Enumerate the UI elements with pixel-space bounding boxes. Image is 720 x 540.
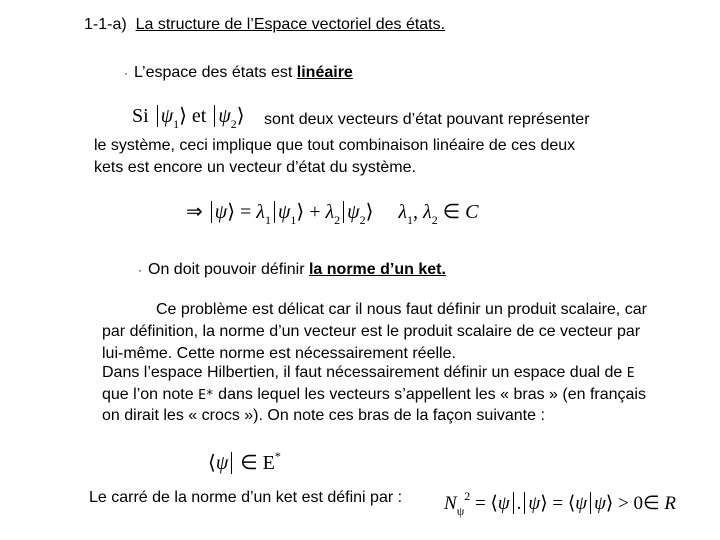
formula-et-word: et <box>191 105 207 127</box>
bra-ket-bar <box>590 492 591 514</box>
psi-symbol: ψ <box>215 452 229 474</box>
bullet-dot-icon: · <box>138 263 142 277</box>
ket-bar-left <box>343 201 344 223</box>
bra-bar-right <box>513 492 514 514</box>
superscript-star: * <box>274 449 281 463</box>
paragraph-norm-line2: par définition, la norme d’un vecteur est le produit scalaire de ce vecteur par <box>102 323 641 340</box>
paragraph-norm-line4-text: Dans l’espace Hilbertien, il faut nécessairement définir un espace dual de <box>102 364 627 381</box>
lambda-symbol: λ <box>398 201 408 223</box>
paragraph-norm-line5 <box>102 385 646 406</box>
lambda-symbol: λ <box>423 201 432 223</box>
equals-sign: = <box>240 201 252 223</box>
bullet-linearity <box>124 63 353 83</box>
subscript: 1 <box>264 213 271 227</box>
ket-bar-left <box>524 492 525 514</box>
paragraph-norm-line1: Ce problème est délicat car il nous faut définir un produit scalaire, car <box>156 301 647 318</box>
space-E-symbol: E <box>626 366 635 381</box>
section-number: 1-1-a) <box>84 16 127 33</box>
lambda-symbol: λ <box>256 201 265 223</box>
subscript: 1 <box>407 213 414 227</box>
equals-sign: = <box>474 493 486 514</box>
subscript: 1 <box>173 117 180 131</box>
subscript: 2 <box>431 213 438 227</box>
paragraph-norm-line6: on dirait les « crocs »). On note ces bras de la façon suivante : <box>102 407 545 424</box>
formula-si-word: Si <box>132 105 149 127</box>
superscript: 2 <box>464 489 471 503</box>
ket-bar-left <box>214 105 215 127</box>
psi-symbol: ψ <box>218 105 231 127</box>
formula-norm: $N_\psi^2$ = ⟨ψ . ψ⟩ = ⟨ψ ψ⟩ > 0∈ R <box>444 489 676 518</box>
psi-symbol: ψ <box>160 105 174 127</box>
element-of-symbol: ∈ <box>643 493 660 514</box>
norm-N-symbol: N <box>444 493 457 514</box>
psi-symbol: ψ <box>497 493 510 514</box>
psi-symbol: ψ <box>594 493 606 514</box>
ket-bar-left <box>157 105 158 127</box>
paragraph-norm-line5-suffix: dans lequel les vecteurs s’appellent les « bras » (en français <box>213 386 646 403</box>
bullet-linearity-emphasis: linéaire <box>296 64 353 81</box>
formula-bra <box>208 444 281 475</box>
comma: , <box>413 201 419 223</box>
plus-sign: + <box>309 201 321 223</box>
ket-bar-left <box>274 201 275 223</box>
subscript: ψ <box>456 504 465 518</box>
real-set-symbol: R <box>664 493 676 514</box>
formula-kets-psi1-psi2: Si $\psi_1⟩$ et $\psi_2⟩$ <box>132 105 245 131</box>
psi-symbol: ψ <box>214 201 228 223</box>
element-of-symbol: ∈ <box>442 201 461 223</box>
greater-than-zero: > 0 <box>618 493 644 514</box>
psi-symbol: ψ <box>575 493 588 514</box>
element-of-symbol: ∈ <box>240 452 258 474</box>
subscript: 1 <box>290 213 297 227</box>
psi-symbol: ψ <box>347 201 360 223</box>
paragraph-norm-line4 <box>102 363 635 384</box>
bra-bar-right <box>231 452 232 474</box>
lambda-symbol: λ <box>325 201 335 223</box>
paragraph-linear-combination-line1: sont deux vecteurs d’état pouvant représenter <box>264 111 590 128</box>
norm-definition-text: Le carré de la norme d’un ket est défini par : <box>89 489 403 506</box>
bullet-norm <box>138 260 446 280</box>
subscript: 2 <box>359 213 366 227</box>
section-title: La structure de l’Espace vectoriel des états. <box>135 16 446 33</box>
bullet-norm-emphasis: la norme d’un ket. <box>308 261 446 278</box>
dot-operator: . <box>516 493 522 514</box>
bullet-norm-text: On doit pouvoir définir <box>148 261 309 278</box>
formula-linear-combination: ⇒ ψ⟩ = $\lambda_1$ $\psi_1⟩ + \lambda_2$ $\psi_2⟩$ $\lambda_1$, $\lambda_2$ ∈ C <box>186 201 479 227</box>
dual-space-symbol: E* <box>198 388 214 403</box>
implies-arrow-icon: ⇒ <box>186 201 203 223</box>
bullet-linearity-text: L’espace des états est <box>134 64 297 81</box>
psi-symbol: ψ <box>528 493 541 514</box>
section-heading <box>84 15 445 35</box>
bullet-dot-icon: · <box>124 66 128 80</box>
langle-symbol: ⟨ <box>208 452 216 474</box>
subscript: 2 <box>334 213 341 227</box>
space-E-symbol: E <box>262 452 275 474</box>
equals-sign: = <box>552 493 564 514</box>
paragraph-norm-line5-text: que l’on note <box>102 386 199 403</box>
paragraph-linear-combination-line3: kets est encore un vecteur d’état du système. <box>94 159 416 176</box>
ket-bar-left <box>211 201 212 223</box>
paragraph-linear-combination-line2: le système, ceci implique que tout combinaison linéaire de ces deux <box>94 137 576 154</box>
paragraph-norm-line3: lui-même. Cette norme est nécessairement réelle. <box>102 345 456 362</box>
psi-symbol: ψ <box>277 201 291 223</box>
subscript: 2 <box>230 117 237 131</box>
complex-set-symbol: C <box>465 201 479 223</box>
